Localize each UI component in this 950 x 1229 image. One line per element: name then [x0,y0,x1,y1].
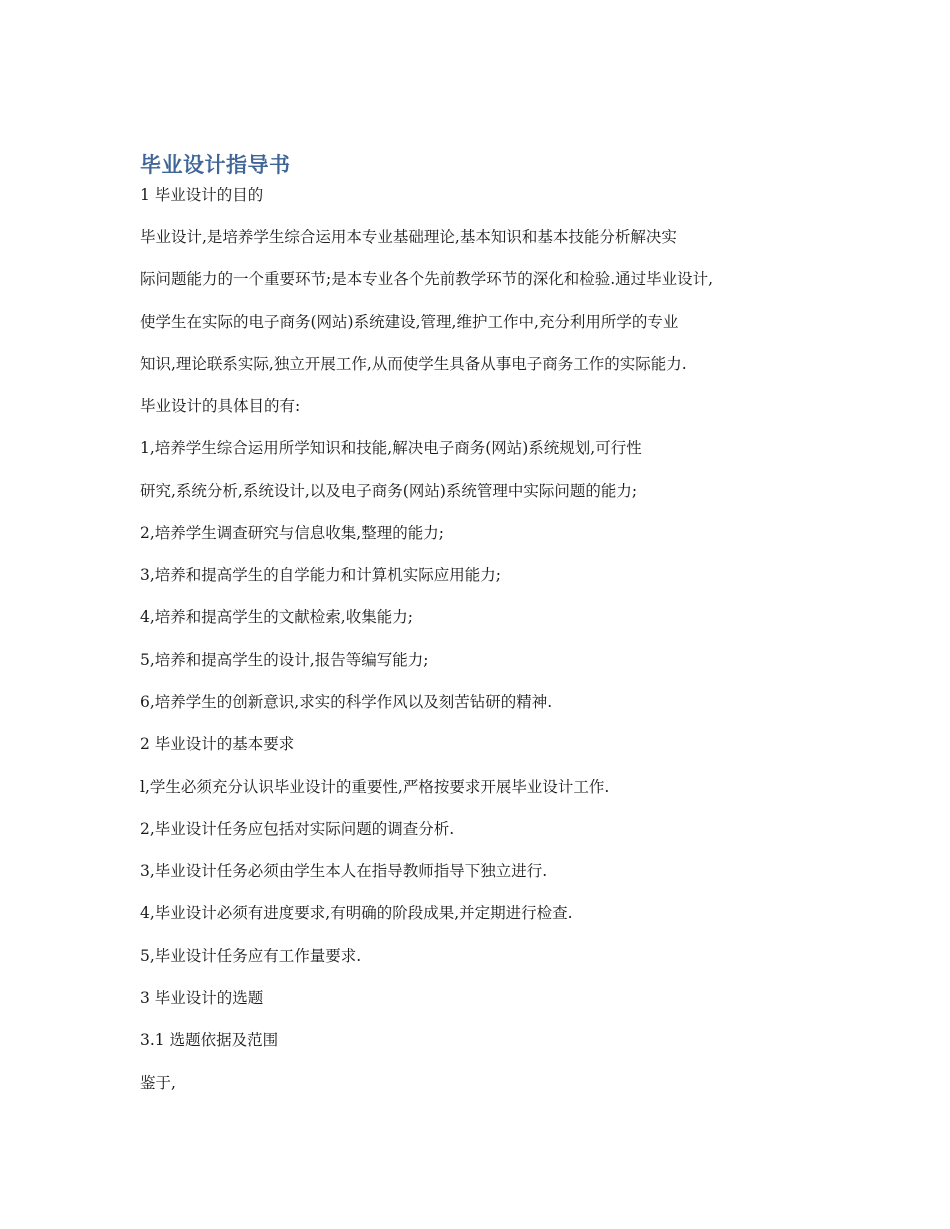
list-item: 3,培养和提高学生的自学能力和计算机实际应用能力; [140,566,502,584]
section-heading-3: 3 毕业设计的选题 [140,989,264,1007]
list-item: 5,培养和提高学生的设计,报告等编写能力; [140,651,429,669]
list-item-continuation: 研究,系统分析,系统设计,以及电子商务(网站)系统管理中实际问题的能力; [140,482,638,500]
section-heading-1: 1 毕业设计的目的 [140,186,264,204]
paragraph-line: 毕业设计的具体目的有: [140,397,301,415]
paragraph-line: 鉴于, [140,1074,176,1092]
paragraph-line: 毕业设计,是培养学生综合运用本专业基础理论,基本知识和基本技能分析解决实 [140,228,677,246]
list-item: 4,毕业设计必须有进度要求,有明确的阶段成果,并定期进行检查. [140,904,573,922]
list-item: 1,培养学生综合运用所学知识和技能,解决电子商务(网站)系统规划,可行性 [140,439,642,457]
document-title: 毕业设计指导书 [140,153,291,177]
list-item: l,学生必须充分认识毕业设计的重要性,严格按要求开展毕业设计工作. [140,778,610,796]
paragraph-line: 使学生在实际的电子商务(网站)系统建设,管理,维护工作中,充分利用所学的专业 [140,313,679,331]
list-item: 3,毕业设计任务必须由学生本人在指导教师指导下独立进行. [140,862,548,880]
paragraph-line: 知识,理论联系实际,独立开展工作,从而使学生具备从事电子商务工作的实际能力. [140,355,687,373]
list-item: 2,毕业设计任务应包括对实际问题的调查分析. [140,820,455,838]
section-heading-2: 2 毕业设计的基本要求 [140,735,295,753]
list-item: 5,毕业设计任务应有工作量要求. [140,947,362,965]
list-item: 2,培养学生调查研究与信息收集,整理的能力; [140,524,444,542]
list-item: 6,培养学生的创新意识,求实的科学作风以及刻苦钻研的精神. [140,693,553,711]
list-item: 4,培养和提高学生的文献检索,收集能力; [140,608,413,626]
subsection-heading-3-1: 3.1 选题依据及范围 [140,1031,279,1049]
paragraph-line: 际问题能力的一个重要环节;是本专业各个先前教学环节的深化和检验.通过毕业设计, [140,270,714,288]
